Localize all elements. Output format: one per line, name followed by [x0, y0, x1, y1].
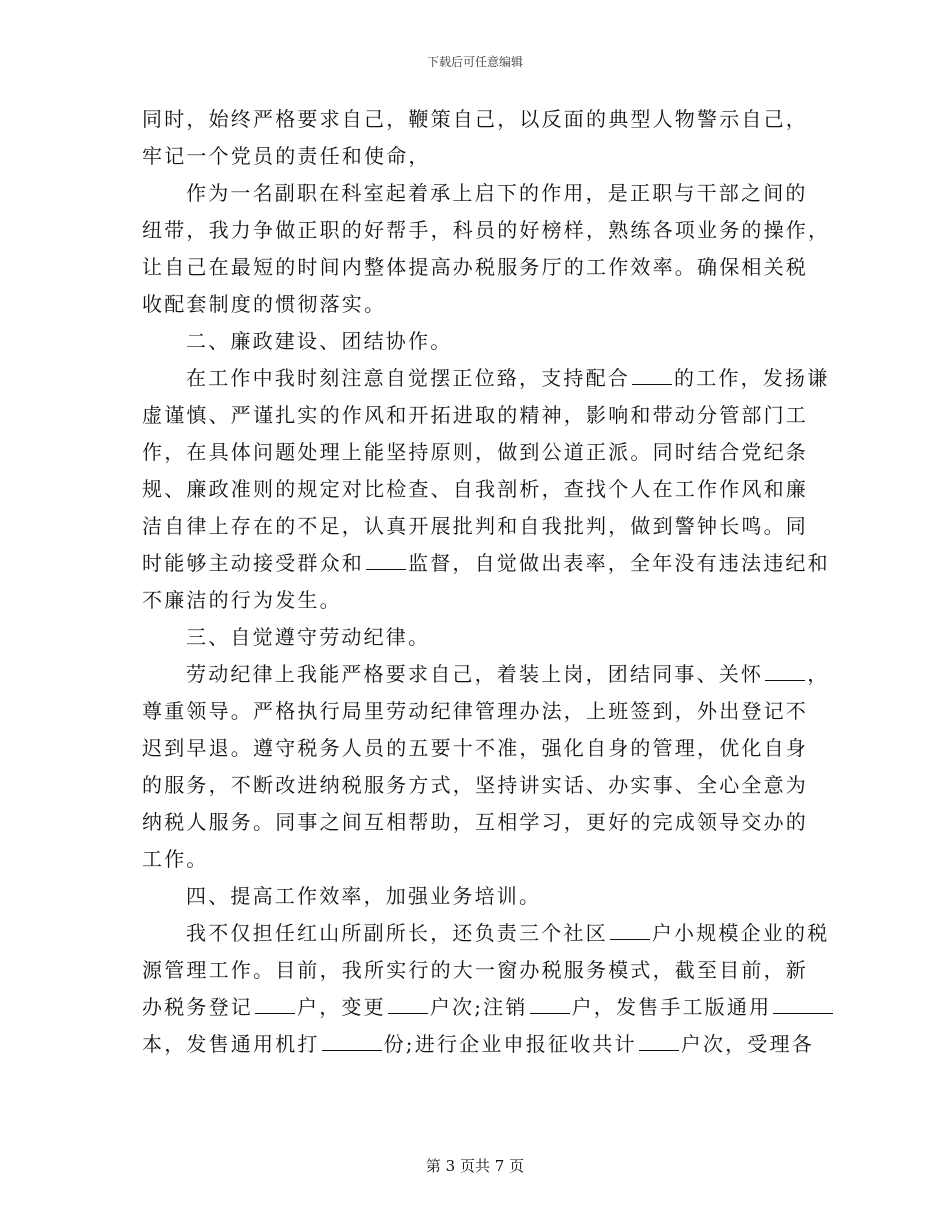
text-segment: 的服务，不断改进纳税服务方式，坚持讲实话、办实事、全心全意为 — [142, 773, 808, 797]
text-segment: 的工作，发扬谦 — [674, 366, 830, 390]
text-line — [142, 249, 808, 286]
text-segment: 作，在具体问题处理上能坚持原则，做到公道正派。同时结合党纪条 — [142, 440, 808, 464]
body-text — [142, 101, 831, 1063]
text-segment: 我不仅担任红山所副所长，还负责三个社区 — [186, 921, 608, 945]
text-line — [142, 545, 830, 582]
text-segment: 同时，始终严格要求自己，鞭策自己，以反面的典型人物警示自己， — [142, 107, 808, 131]
text-line — [142, 582, 802, 619]
text-line — [142, 952, 808, 989]
text-line — [142, 730, 808, 767]
text-line — [142, 989, 802, 1026]
fill-blank — [773, 992, 833, 1014]
text-segment: 劳动纪律上我能严格要求自己，着装上岗，团结同事、关怀 — [186, 662, 764, 686]
text-segment: 迟到早退。遵守税务人员的五要十不准，强化自身的管理，优化自身 — [142, 736, 808, 760]
text-segment: 收配套制度的惯彻落实。 — [142, 292, 387, 316]
text-segment: 户次，受理各 — [680, 1032, 814, 1056]
fill-blank — [322, 1029, 382, 1051]
text-segment: 监督，自觉做出表率，全年没有违法违纪和 — [408, 551, 830, 575]
text-segment: 牢记一个党员的责任和使命， — [142, 144, 431, 168]
fill-blank — [765, 659, 805, 681]
text-line — [142, 397, 808, 434]
text-line — [142, 286, 802, 323]
text-line — [142, 656, 830, 693]
text-segment: 户次;注销 — [429, 995, 528, 1019]
text-segment: 虚谨慎、严谨扎实的作风和开拓进取的精神，影响和带动分管部门工 — [142, 403, 808, 427]
text-segment: 二、廉政建设、团结协作。 — [186, 329, 453, 353]
text-segment: 作为一名副职在科室起着承上启下的作用，是正职与干部之间的 — [186, 181, 808, 205]
text-segment: 户小规模企业的税 — [651, 921, 830, 945]
text-segment: 源管理工作。目前，我所实行的大一窗办税服务模式，截至目前，新 — [142, 958, 808, 982]
text-segment: 份;进行企业申报征收共计 — [383, 1032, 637, 1056]
fill-blank — [255, 992, 295, 1014]
text-segment: 户，发售手工版通用 — [571, 995, 772, 1019]
text-segment: 户，变更 — [297, 995, 386, 1019]
text-line — [142, 804, 808, 841]
text-segment: 办税务登记 — [142, 995, 253, 1019]
page-header: 下载后可任意编辑 — [426, 55, 523, 69]
text-segment: 让自己在最短的时间内整体提高办税服务厅的工作效率。确保相关税 — [142, 255, 808, 279]
fill-blank — [530, 992, 570, 1014]
section-heading — [142, 323, 802, 360]
fill-blank — [388, 992, 428, 1014]
text-line — [142, 101, 808, 138]
text-segment: 时能够主动接受群众和 — [142, 551, 364, 575]
text-line — [142, 471, 808, 508]
text-line — [142, 434, 808, 471]
text-line — [142, 841, 802, 878]
text-segment: 纳税人服务。同事之间互相帮助，互相学习，更好的完成领导交办的 — [142, 810, 808, 834]
text-line — [142, 1026, 814, 1063]
text-segment: 尊重领导。严格执行局里劳动纪律管理办法，上班签到，外出登记不 — [142, 699, 808, 723]
fill-blank — [632, 363, 672, 385]
page-footer: 第 3 页共 7 页 — [425, 1157, 525, 1175]
text-segment: 洁自律上存在的不足，认真开展批判和自我批判，做到警钟长鸣。同 — [142, 514, 808, 538]
text-segment: 不廉洁的行为发生。 — [142, 588, 342, 612]
fill-blank — [639, 1029, 679, 1051]
fill-blank — [366, 548, 406, 570]
text-line — [142, 693, 808, 730]
text-line — [142, 138, 802, 175]
text-segment: ， — [807, 662, 830, 686]
text-line — [142, 175, 808, 212]
section-heading — [142, 878, 802, 915]
text-segment: 工作。 — [142, 847, 209, 871]
text-line — [142, 212, 831, 249]
section-heading — [142, 619, 802, 656]
text-line — [142, 508, 808, 545]
text-segment: 四、提高工作效率，加强业务培训。 — [186, 884, 542, 908]
text-segment: 三、自觉遵守劳动纪律。 — [186, 625, 431, 649]
fill-blank — [610, 918, 650, 940]
text-line — [142, 360, 830, 397]
text-segment: 本，发售通用机打 — [142, 1032, 320, 1056]
text-segment: 规、廉政准则的规定对比检查、自我剖析，查找个人在工作作风和廉 — [142, 477, 808, 501]
text-segment: 纽带，我力争做正职的好帮手，科员的好榜样，熟练各项业务的操作， — [142, 218, 831, 242]
text-line — [142, 767, 808, 804]
text-line — [142, 915, 830, 952]
text-segment: 在工作中我时刻注意自觉摆正位臵，支持配合 — [186, 366, 630, 390]
